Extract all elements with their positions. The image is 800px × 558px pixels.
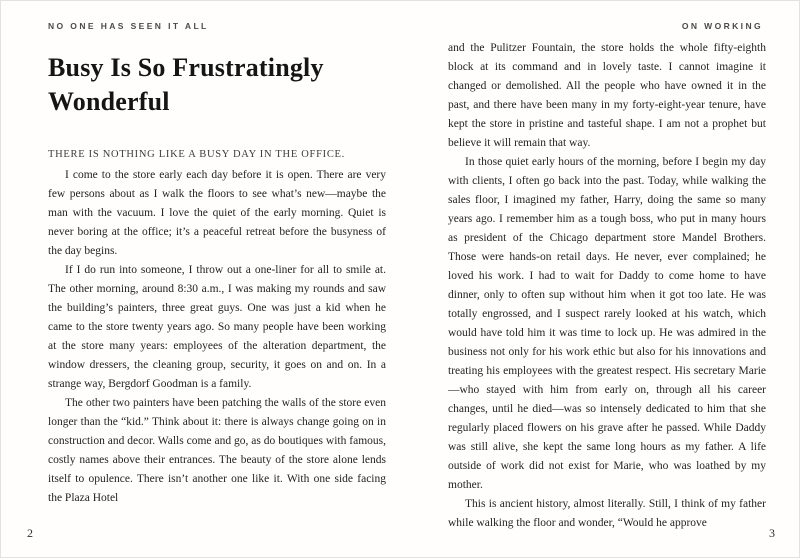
left-page xyxy=(1,1,401,558)
chapter-title-line-2: Wonderful xyxy=(48,87,170,116)
running-header-left: NO ONE HAS SEEN IT ALL xyxy=(48,21,209,31)
chapter-lead-in: THERE IS NOTHING LIKE A BUSY DAY IN THE OFFICE. xyxy=(48,149,345,160)
page-number-left: 2 xyxy=(27,526,33,540)
left-page-text-column xyxy=(48,51,386,508)
right-page-text-column xyxy=(448,39,766,533)
chapter-title-line-1: Busy Is So Frustratingly xyxy=(48,53,324,82)
chapter-title xyxy=(48,51,386,119)
paragraph: The other two painters have been patching the walls of the store even longer than the “kid.” Think about it: there is always change going on in construction and decor. Walls come and go, as do boutiques with famous, costly names above their entrances. The beauty of the store alone lends itself to opulence. There isn’t another one like it. With one side facing the Plaza Hotel xyxy=(48,397,386,504)
right-page xyxy=(401,1,800,558)
paragraph-continuation: and the Pulitzer Fountain, the store holds the whole fifty-eighth block at its command and in lovely taste. I cannot imagine it changed or demolished. All the people who have owned it in the past, and there have been many in my forty-eight-year tenure, have kept the store in pristine and tasteful shape. I am not a prophet but believe it will remain that way. xyxy=(448,42,766,149)
running-header-right: ON WORKING xyxy=(681,21,763,31)
paragraph: If I do run into someone, I throw out a one-liner for all to smile at. The other morning, around 8:30 a.m., I was making my rounds and saw the building’s painters, three great guys. One was just a kid when he came to the store twenty years ago. So many people have been working at the store many years: employees of the alteration department, the window dressers, the cleaning group, security, it goes on and on. In a strange way, Bergdorf Goodman is a family. xyxy=(48,264,386,390)
paragraph: This is ancient history, almost literally. Still, I think of my father while walking the floor and wonder, “Would he approve xyxy=(448,498,766,529)
page-number-right: 3 xyxy=(769,526,775,540)
paragraph: I come to the store early each day before it is open. There are very few persons about as I walk the floors to see what’s new—maybe the man with the vacuum. I love the quiet of the early morning. Quiet is never boring at the office; it’s a peaceful retreat before the busyness of the day begins. xyxy=(48,169,386,257)
paragraph: In those quiet early hours of the morning, before I begin my day with clients, I often go back into the past. Today, while walking the sales floor, I imagined my father, Harry, doing the same so many years ago. I remember him as a tough boss, who put in many hours as president of the Chicago department store Mandel Brothers. Those were hands-on retail days. He never, ever complained; he loved his work. I had to wait for Daddy to come home to have dinner, only to often sup without him when it got too late. He was totally engrossed, and I suspect rarely looked at his watch, which would have told him it was time to lock up. He was admired in the business not only for his work ethic but also for his innovations and treating his employees with the greatest respect. His secretary Marie—who stayed with him from early on, through all his career changes, until he died—was so intensely dedicated to him that she regularly placed flowers on his grave after he passed. While Daddy was still alive, she kept the same long hours as my father. A life outside of work did not exist for Marie, who was loathed by my mother. xyxy=(448,156,766,491)
